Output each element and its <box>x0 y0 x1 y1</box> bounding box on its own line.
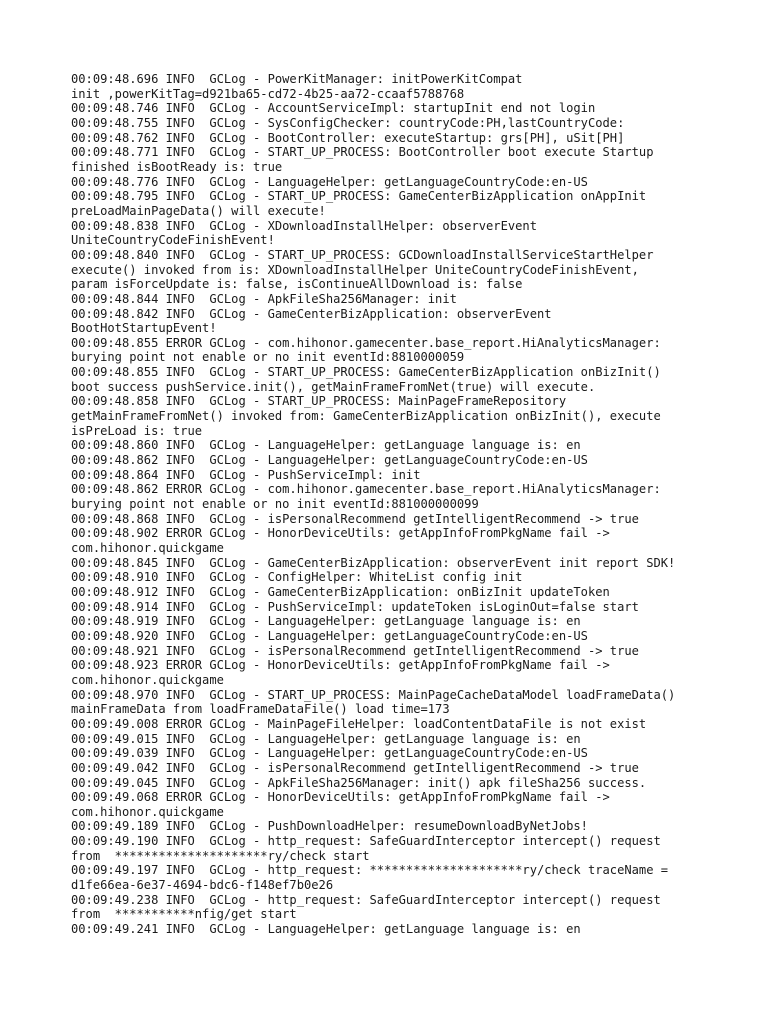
log-line: execute() invoked from is: XDownloadInstallHelper UniteCountryCodeFinishEvent, <box>71 262 639 277</box>
log-document <box>71 72 761 937</box>
log-line: 00:09:48.755 INFO GCLog - SysConfigChecker: countryCode:PH,lastCountryCode: <box>71 115 625 130</box>
log-line: preLoadMainPageData() will execute! <box>71 203 326 218</box>
log-line: 00:09:49.045 INFO GCLog - ApkFileSha256Manager: init() apk fileSha256 success. <box>71 775 647 790</box>
log-line: 00:09:48.862 ERROR GCLog - com.hihonor.gamecenter.base_report.HiAnalyticsManager: <box>71 482 661 497</box>
log-line: 00:09:49.190 INFO GCLog - http_request: SafeGuardInterceptor intercept() request <box>71 834 661 849</box>
log-line: 00:09:48.920 INFO GCLog - LanguageHelper: getLanguageCountryCode:en-US <box>71 628 588 643</box>
log-line: from *********************ry/check start <box>71 848 370 863</box>
log-line: boot success pushService.init(), getMainFrameFromNet(true) will execute. <box>71 379 596 394</box>
log-line: getMainFrameFromNet() invoked from: GameCenterBizApplication onBizInit(), execute <box>71 409 661 424</box>
log-line: d1fe66ea-6e37-4694-bdc6-f148ef7b0e26 <box>71 878 334 893</box>
log-line: from ***********nfig/get start <box>71 907 297 922</box>
log-line: param isForceUpdate is: false, isContinueAllDownload is: false <box>71 277 523 292</box>
log-line: 00:09:48.771 INFO GCLog - START_UP_PROCESS: BootController boot execute Startup <box>71 145 654 160</box>
log-line: 00:09:48.845 INFO GCLog - GameCenterBizApplication: observerEvent init report SDK! <box>71 555 676 570</box>
log-line: com.hihonor.quickgame <box>71 804 224 819</box>
log-line: 00:09:48.696 INFO GCLog - PowerKitManager: initPowerKitCompat <box>71 72 523 86</box>
log-line: 00:09:48.795 INFO GCLog - START_UP_PROCESS: GameCenterBizApplication onAppInit <box>71 189 647 204</box>
log-line: 00:09:48.858 INFO GCLog - START_UP_PROCESS: MainPageFrameRepository <box>71 394 567 409</box>
log-line: 00:09:48.840 INFO GCLog - START_UP_PROCESS: GCDownloadInstallServiceStartHelper <box>71 247 654 262</box>
log-line: BootHotStartupEvent! <box>71 321 217 336</box>
log-line: 00:09:49.197 INFO GCLog - http_request: *********************ry/check traceName = <box>71 863 669 878</box>
log-line: 00:09:48.912 INFO GCLog - GameCenterBizApplication: onBizInit updateToken <box>71 584 610 599</box>
log-line: 00:09:48.864 INFO GCLog - PushServiceImpl: init <box>71 467 421 482</box>
log-line: 00:09:48.842 INFO GCLog - GameCenterBizApplication: observerEvent <box>71 306 552 321</box>
log-line: com.hihonor.quickgame <box>71 541 224 555</box>
log-line: 00:09:48.855 ERROR GCLog - com.hihonor.gamecenter.base_report.HiAnalyticsManager: <box>71 335 661 350</box>
log-line: 00:09:48.914 INFO GCLog - PushServiceImpl: updateToken isLoginOut=false start <box>71 599 639 614</box>
log-line: burying point not enable or no init eventId:8810000059 <box>71 350 465 365</box>
log-line: 00:09:49.042 INFO GCLog - isPersonalRecommend getIntelligentRecommend -> true <box>71 760 639 775</box>
log-line: 00:09:48.910 INFO GCLog - ConfigHelper: WhiteList config init <box>71 570 523 585</box>
log-line: 00:09:48.923 ERROR GCLog - HonorDeviceUtils: getAppInfoFromPkgName fail -> <box>71 658 610 673</box>
log-line: init ,powerKitTag=d921ba65-cd72-4b25-aa72-ccaaf5788768 <box>71 86 465 101</box>
log-line: 00:09:48.970 INFO GCLog - START_UP_PROCESS: MainPageCacheDataModel loadFrameData() <box>71 687 676 702</box>
log-line: 00:09:48.862 INFO GCLog - LanguageHelper: getLanguageCountryCode:en-US <box>71 453 588 468</box>
log-line: 00:09:48.746 INFO GCLog - AccountServiceImpl: startupInit end not login <box>71 101 596 116</box>
log-line: 00:09:48.776 INFO GCLog - LanguageHelper: getLanguageCountryCode:en-US <box>71 174 588 189</box>
log-line: 00:09:49.189 INFO GCLog - PushDownloadHelper: resumeDownloadByNetJobs! <box>71 819 588 834</box>
log-line: UniteCountryCodeFinishEvent! <box>71 233 275 248</box>
log-line: 00:09:48.855 INFO GCLog - START_UP_PROCESS: GameCenterBizApplication onBizInit() <box>71 365 661 380</box>
log-line: mainFrameData from loadFrameDataFile() load time=173 <box>71 702 450 717</box>
log-line: burying point not enable or no init eventId:881000000099 <box>71 497 479 512</box>
log-line: 00:09:49.039 INFO GCLog - LanguageHelper: getLanguageCountryCode:en-US <box>71 746 588 761</box>
log-line: finished isBootReady is: true <box>71 159 283 174</box>
log-line: 00:09:49.241 INFO GCLog - LanguageHelper: getLanguage language is: en <box>71 922 581 937</box>
log-line: 00:09:49.008 ERROR GCLog - MainPageFileHelper: loadContentDataFile is not exist <box>71 716 647 731</box>
log-line: 00:09:48.844 INFO GCLog - ApkFileSha256Manager: init <box>71 291 457 306</box>
log-line: 00:09:48.921 INFO GCLog - isPersonalRecommend getIntelligentRecommend -> true <box>71 643 639 658</box>
log-line: 00:09:49.015 INFO GCLog - LanguageHelper: getLanguage language is: en <box>71 731 581 746</box>
log-line: 00:09:48.902 ERROR GCLog - HonorDeviceUtils: getAppInfoFromPkgName fail -> <box>71 526 610 541</box>
log-line: 00:09:49.068 ERROR GCLog - HonorDeviceUtils: getAppInfoFromPkgName fail -> <box>71 790 610 805</box>
log-line: isPreLoad is: true <box>71 423 203 438</box>
log-line: 00:09:48.919 INFO GCLog - LanguageHelper: getLanguage language is: en <box>71 614 581 629</box>
log-line: 00:09:48.868 INFO GCLog - isPersonalRecommend getIntelligentRecommend -> true <box>71 511 639 526</box>
log-line: 00:09:49.238 INFO GCLog - http_request: SafeGuardInterceptor intercept() request <box>71 892 661 907</box>
log-line: com.hihonor.quickgame <box>71 672 224 687</box>
log-line: 00:09:48.762 INFO GCLog - BootController: executeStartup: grs[PH], uSit[PH] <box>71 130 625 145</box>
log-line: 00:09:48.860 INFO GCLog - LanguageHelper: getLanguage language is: en <box>71 438 581 453</box>
log-line: 00:09:48.838 INFO GCLog - XDownloadInstallHelper: observerEvent <box>71 218 537 233</box>
